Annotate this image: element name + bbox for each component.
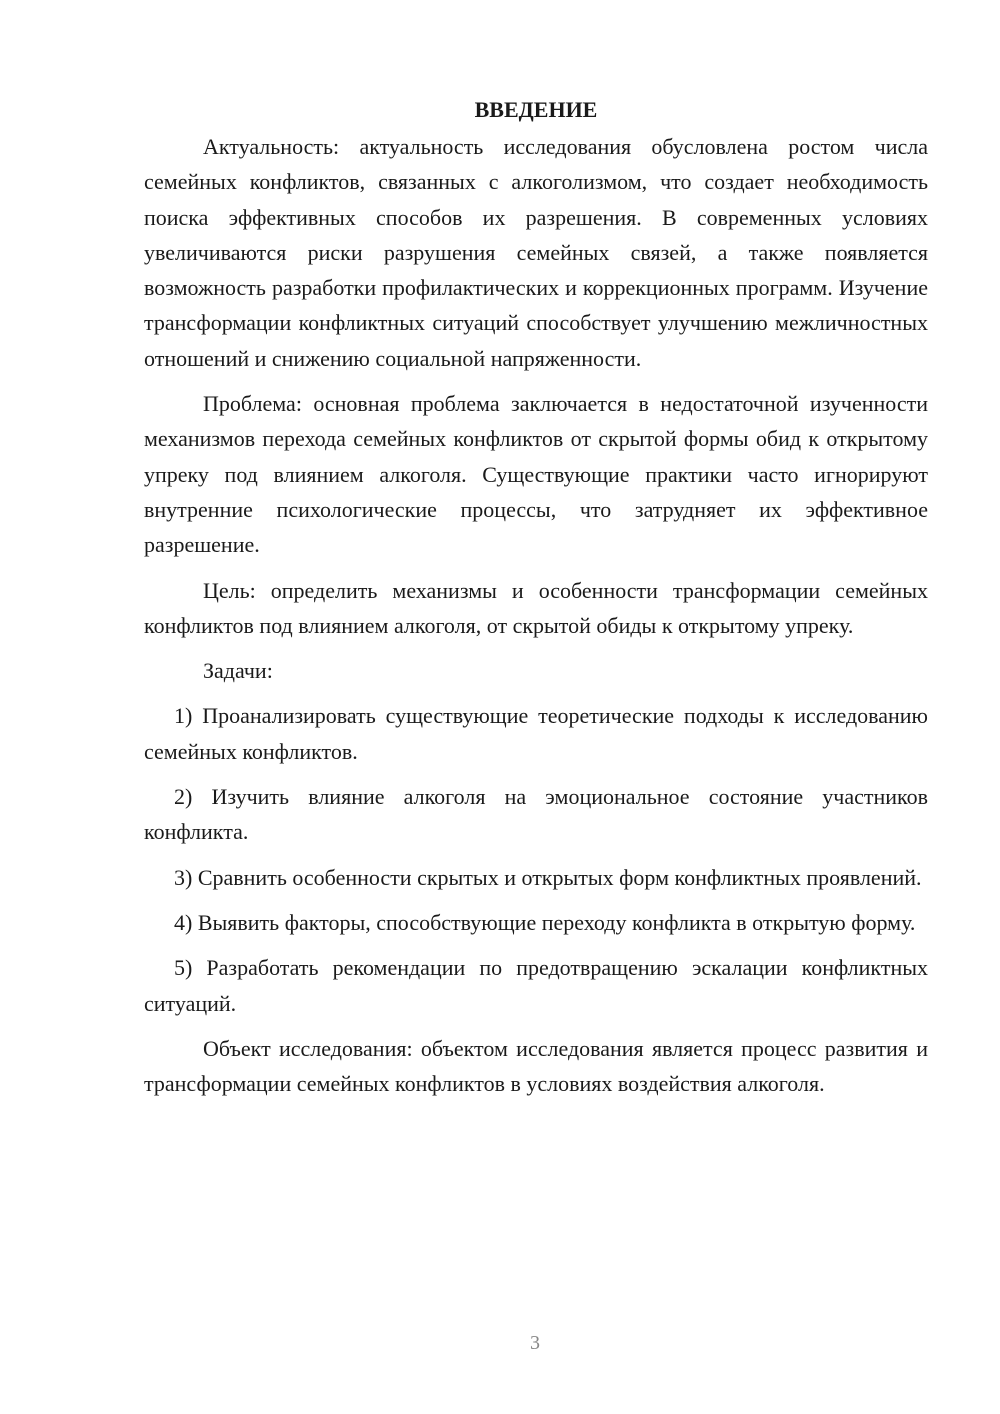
section-heading: ВВЕДЕНИЕ [474, 97, 598, 122]
problem-paragraph: Проблема: основная проблема заключается в недостаточной изученности механизмов перехода семейных конфликтов от скрытой формы обид к открытому упреку под влиянием алкоголя. Существующие практики часто игнорируют внутренние психологические процессы, что затрудняет их эффективное разрешение. [144, 391, 928, 558]
object-paragraph: Объект исследования: объектом исследования является процесс развития и трансформации семейных конфликтов в условиях воздействия алкоголя. [144, 1035, 928, 1097]
relevance-paragraph: Актуальность: актуальность исследования обусловлена ростом числа семейных конфликтов, связанных с алкоголизмом, что создает необходимость поиска эффективных способов их разрешения. В современных условиях увеличиваются риски разрушения семейных связей, а также появляется возможность разработки профилактических и коррекционных программ. Изучение трансформации конфликтных ситуаций способствует улучшению межличностных отношений и снижению социальной напряженности. [144, 134, 928, 371]
tasks-list [144, 698, 928, 1020]
task-item-5: 5) Разработать рекомендации по предотвращению эскалации конфликтных ситуаций. [144, 955, 928, 1016]
goal-paragraph: Цель: определить механизмы и особенности трансформации семейных конфликтов под влиянием алкоголя, от скрытой обиды к открытому упреку. [144, 577, 928, 638]
page-number: 3 [530, 1332, 540, 1354]
tasks-heading: Задачи: [203, 658, 273, 684]
task-item-4: 4) Выявить факторы, способствующие переходу конфликта в открытую форму. [174, 909, 916, 935]
task-item-1: 1) Проанализировать существующие теоретические подходы к исследованию семейных конфликтов. [144, 703, 928, 764]
document-page [144, 92, 928, 1101]
task-item-3: 3) Сравнить особенности скрытых и открытых форм конфликтных проявлений. [174, 864, 922, 890]
task-item-2: 2) Изучить влияние алкоголя на эмоциональное состояние участников конфликта. [144, 784, 928, 845]
